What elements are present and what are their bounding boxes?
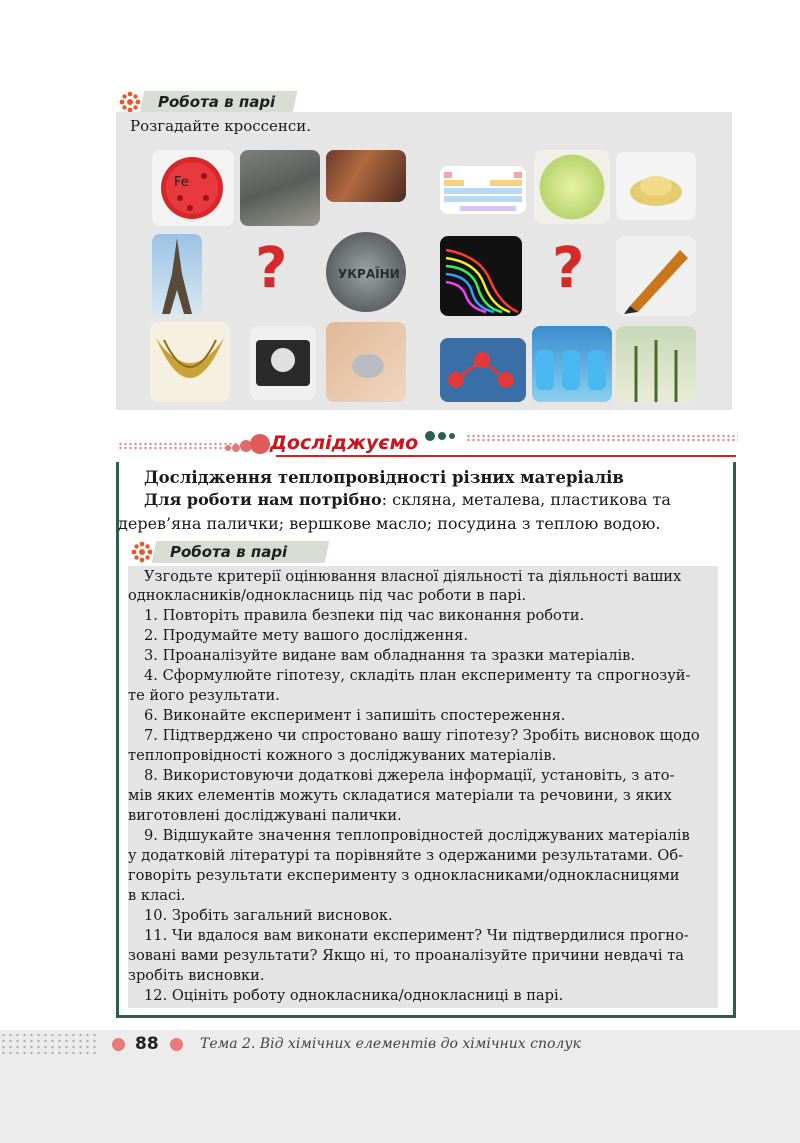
task-line: у додатковій літературі та порівняйте з одержаними результатами. Об- xyxy=(128,847,684,864)
task-line: 8. Використовуючи додаткові джерела інформації, установіть, з ато- xyxy=(144,767,675,784)
task-line: 10. Зробіть загальний висновок. xyxy=(144,907,393,924)
molecule-icon xyxy=(440,338,526,402)
task-line: говоріть результати експерименту з однокласниками/однокласницями xyxy=(128,867,680,884)
task-line: зробіть висновки. xyxy=(128,967,265,984)
crossword-instruction: Розгадайте кроссенси. xyxy=(130,117,312,135)
task-line: 1. Повторіть правила безпеки під час виконання роботи. xyxy=(144,607,585,624)
task-line: 2. Продумайте мету вашого дослідження. xyxy=(144,627,468,644)
coin-text: УКРАЇНИ xyxy=(338,267,400,281)
pair-work-label: Робота в парі xyxy=(158,93,276,111)
task-line: теплопровідності кожного з досліджуваних матеріалів. xyxy=(128,747,557,764)
chain-icon xyxy=(326,150,406,202)
optic-fibers-icon xyxy=(440,236,522,316)
iron-element-icon xyxy=(152,150,234,226)
research-title: Досліджуємо xyxy=(270,432,419,454)
eiffel-tower-icon xyxy=(152,234,202,316)
task-line: мів яких елементів можуть складатися матеріали та речовини, з яких xyxy=(128,787,672,804)
task-line: зовані вами результати? Якщо ні, то проаналізуйте причини невдачі та xyxy=(128,947,684,964)
needs-label: Для роботи нам потрібно xyxy=(144,490,382,509)
divider xyxy=(276,455,736,457)
graphite-pencil-icon xyxy=(616,236,696,316)
dotted-circle-icon xyxy=(220,428,270,460)
task-line: в класі. xyxy=(128,887,186,904)
task-line: 12. Оцініть роботу однокласника/однокласниці в парі. xyxy=(144,987,564,1004)
stone-icon xyxy=(240,150,320,226)
task-line: 11. Чи вдалося вам виконати експеримент? Чи підтвердилися прогно- xyxy=(144,927,689,944)
periodic-table-icon xyxy=(440,166,526,214)
research-heading: Дослідження теплопровідності різних матеріалів xyxy=(144,468,624,487)
task-line: 3. Проаналізуйте видане вам обладнання та зразки матеріалів. xyxy=(144,647,636,664)
coin-icon xyxy=(326,232,406,312)
task-line: те його результати. xyxy=(128,687,280,704)
task-line: виготовлені досліджувані палички. xyxy=(128,807,402,824)
page-number: 88 xyxy=(135,1034,159,1054)
powder-icon xyxy=(616,152,696,220)
green-dots-icon xyxy=(424,430,458,442)
gold-necklace-icon xyxy=(150,322,230,402)
question-icon: ? xyxy=(255,236,288,301)
box-icon xyxy=(250,326,316,400)
element-symbol: Fe xyxy=(174,175,189,190)
topic-title: Тема 2. Від хімічних елементів до хімічних сполук xyxy=(200,1036,581,1052)
needs-text-cont: дерев’яна палички; вершкове масло; посудина з теплою водою. xyxy=(118,514,661,533)
flask-icon xyxy=(534,150,610,224)
page-dot-icon xyxy=(112,1038,125,1051)
task-line: 9. Відшукайте значення теплопровідностей досліджуваних матеріалів xyxy=(144,827,690,844)
needs-text: : скляна, металева, пластикова та xyxy=(381,490,671,509)
gas-bottles-icon xyxy=(532,326,612,402)
task-line: 4. Сформулюйте гіпотезу, складіть план експерименту та спрогнозуй- xyxy=(144,667,691,684)
task-line: Узгодьте критерії оцінювання власної діяльності та діяльності ваших xyxy=(144,568,682,585)
task-line: 6. Виконайте експеримент і запишіть спостереження. xyxy=(144,707,566,724)
pair-work-label: Робота в парі xyxy=(170,543,288,561)
question-icon: ? xyxy=(552,236,585,301)
horsetail-plant-icon xyxy=(616,326,696,402)
needs-line xyxy=(144,490,728,509)
footer-dots xyxy=(0,1032,100,1056)
task-line: однокласників/однокласниць під час роботи в парі. xyxy=(128,587,527,604)
metal-hand-icon xyxy=(326,322,406,402)
pair-work-header xyxy=(128,538,327,566)
task-line: 7. Підтверджено чи спростовано вашу гіпотезу? Зробіть висновок щодо xyxy=(144,727,700,744)
page-dot-icon xyxy=(170,1038,183,1051)
